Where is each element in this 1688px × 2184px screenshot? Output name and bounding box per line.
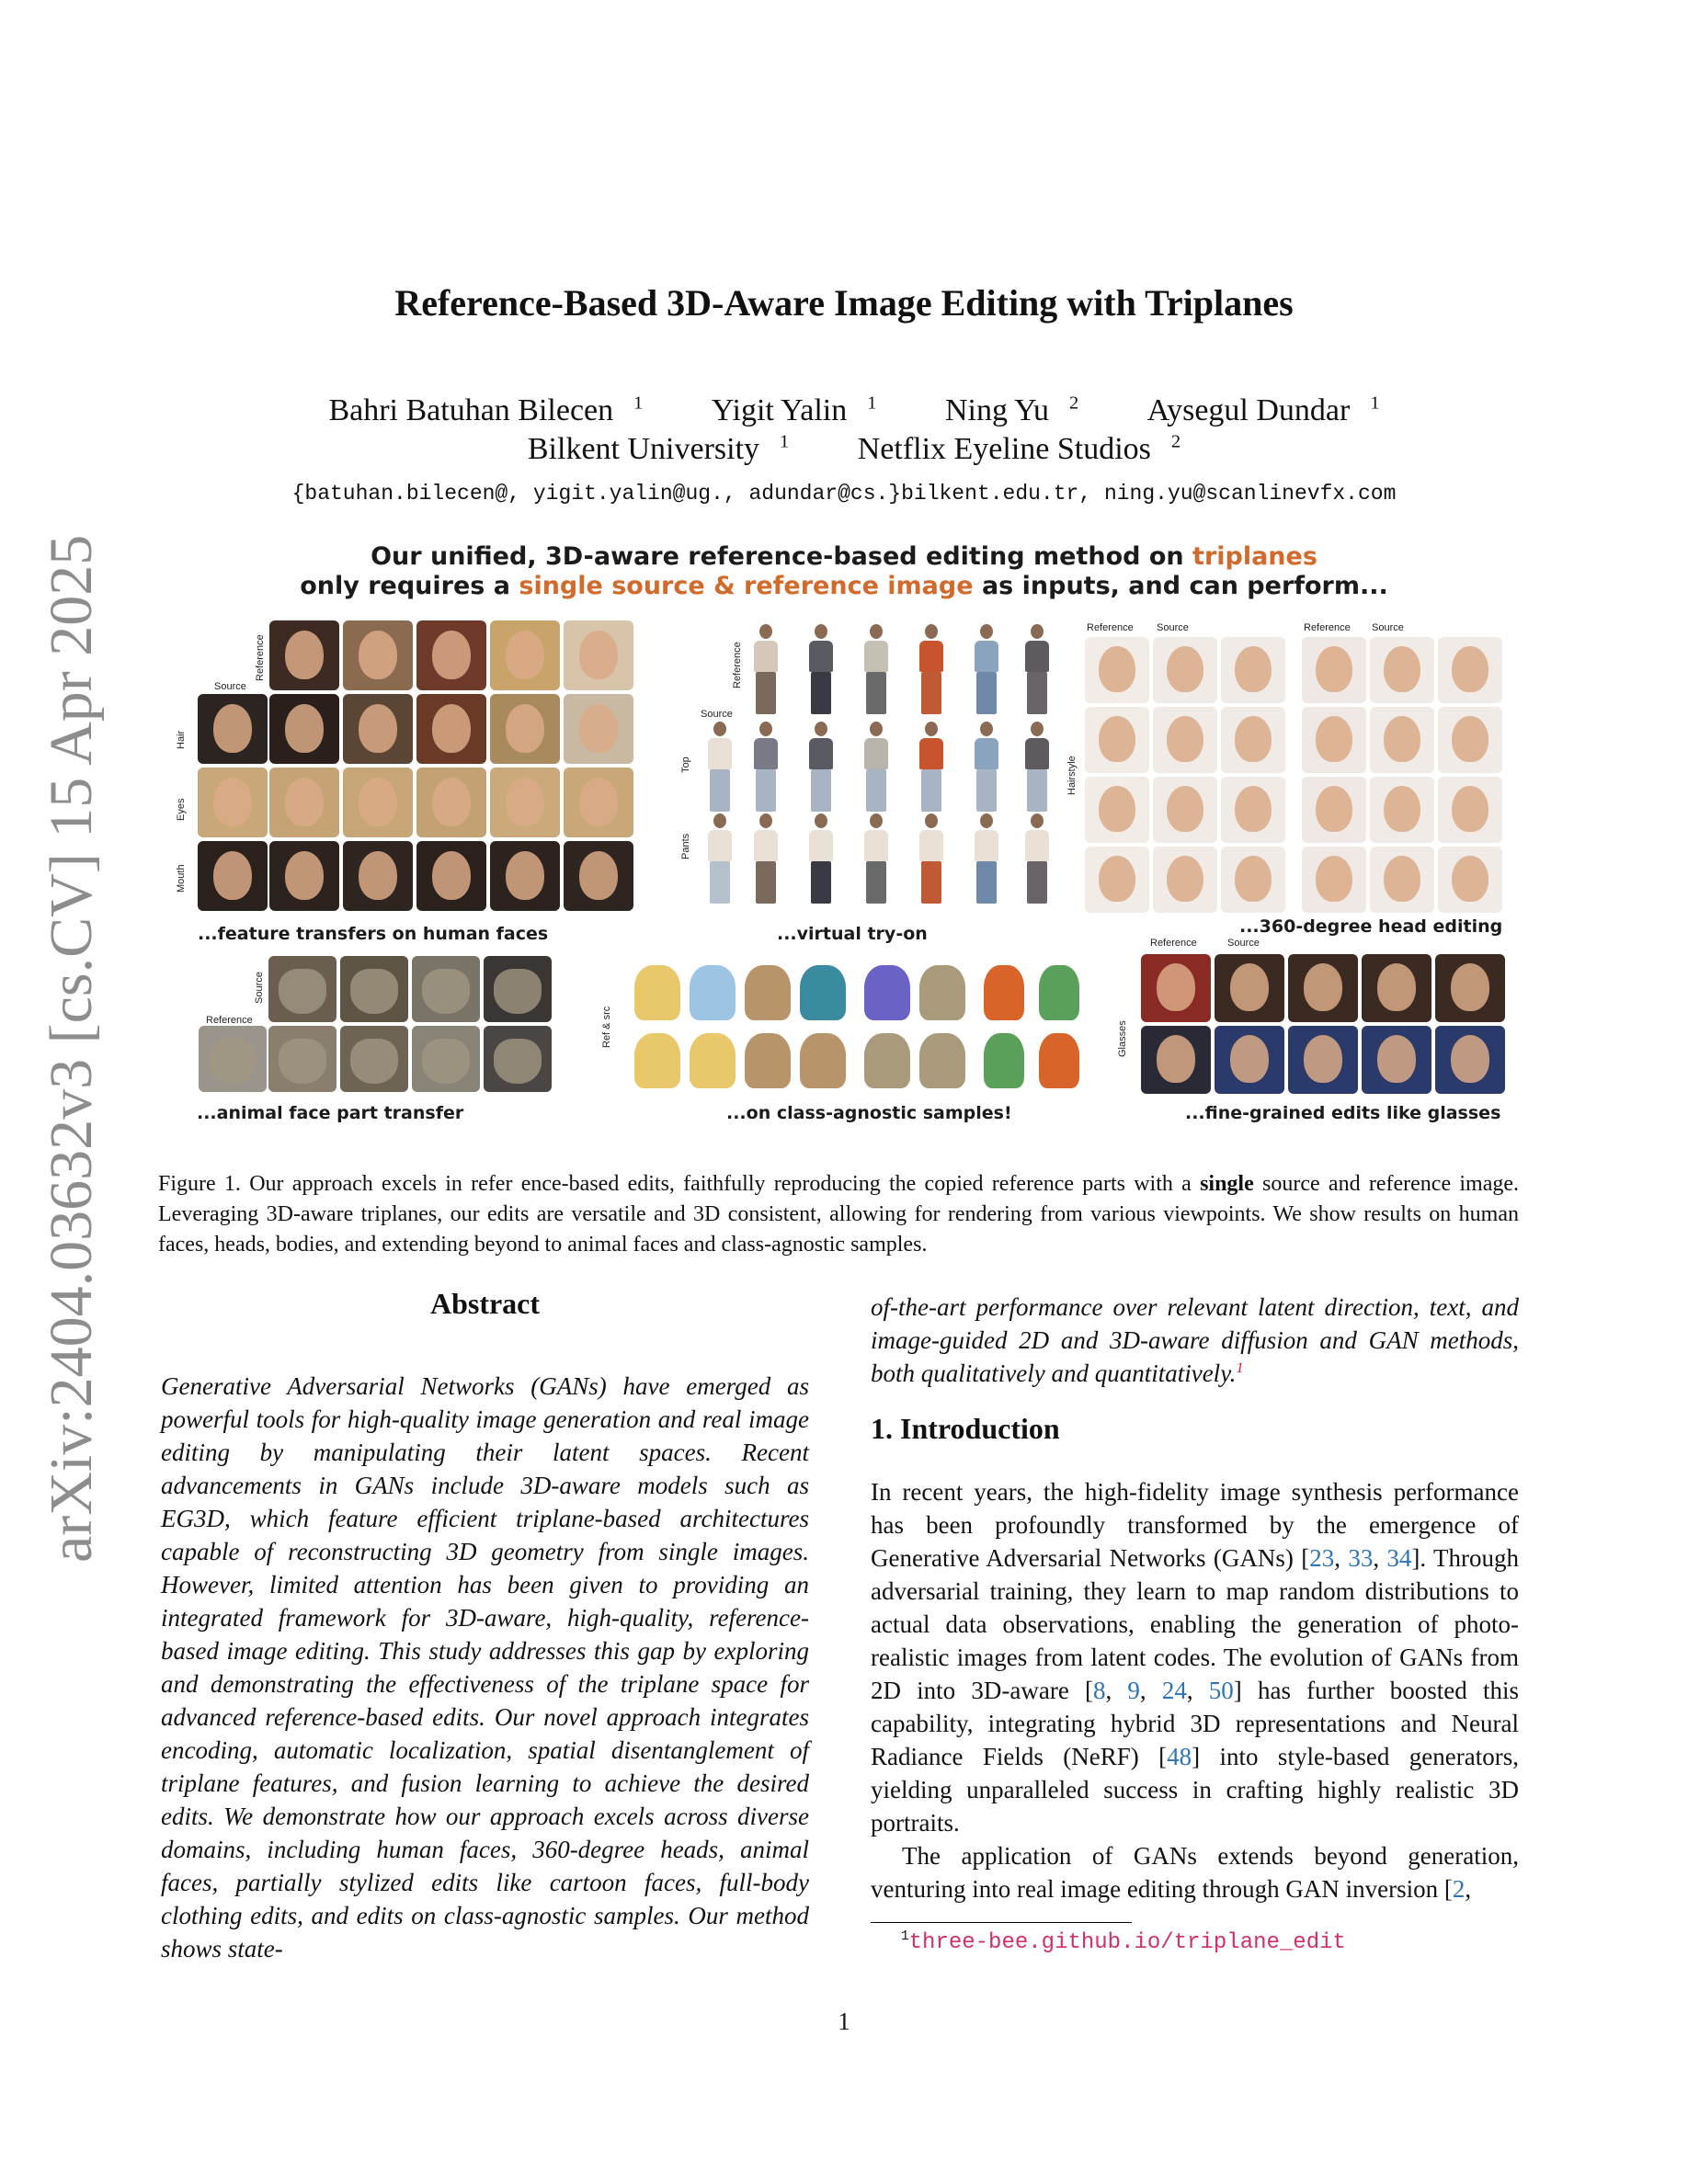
object-image <box>919 965 965 1020</box>
face-image <box>198 841 268 911</box>
object-image <box>1039 1033 1079 1088</box>
glasses-image <box>1288 954 1358 1022</box>
section-heading-introduction: 1. Introduction <box>871 1412 1060 1445</box>
caption-heads: ...360-degree head editing <box>1239 916 1503 937</box>
head-image <box>1302 637 1366 703</box>
body-image <box>919 813 943 904</box>
face-image <box>343 768 413 837</box>
face-image <box>416 694 486 764</box>
face-image <box>198 768 268 837</box>
paragraph: The application of GANs extends beyond generation, venturing into real image editing through GAN inversion [2, <box>871 1842 1519 1903</box>
body-image <box>1025 813 1049 904</box>
page-number: 1 <box>838 2008 850 2035</box>
face-image <box>269 768 339 837</box>
cat-image <box>268 1026 336 1092</box>
face-image <box>343 620 413 690</box>
row-label-hair: Hair <box>176 730 187 749</box>
abstract-heading: Abstract <box>429 1287 541 1320</box>
head-image <box>1302 847 1366 913</box>
face-image <box>564 620 633 690</box>
head-image <box>1085 707 1149 773</box>
label-reference: Reference <box>206 1015 253 1026</box>
body-image <box>708 813 732 904</box>
body-image <box>708 722 732 812</box>
body-image <box>919 624 943 714</box>
row-label-ref-src: Ref & src <box>601 1006 612 1048</box>
citation-link[interactable]: 9 <box>1127 1677 1140 1704</box>
citation-link[interactable]: 23 <box>1309 1544 1335 1572</box>
abstract-body: Generative Adversarial Networks (GANs) have emerged as powerful tools for high-quality image generation and real image editing by manipulating their latent spaces. Recent advancements in GANs include 3D-aware models such as EG3D, which feature efficient triplane-based architectures capable of reconstructing 3D geometry from single images. However, limited attention has been given to providing an integrated framework for 3D-aware, high-quality, reference-based image editing. This study addresses this gap by exploring and demonstrating the effectiveness of the triplane space for advanced reference-based edits. Our novel approach integrates encoding, automatic localization, spatial disentanglement of triplane features, and fusion learning to achieve the desired edits. We demonstrate how our approach excels across diverse domains, including human faces, 360-degree heads, animal faces, partially stylized edits like cartoon faces, full-body clothing edits, and edits on class-agnostic samples. Our method shows state- <box>161 1372 809 1962</box>
panel-animal-faces <box>193 956 579 1140</box>
abstract-continued: of-the-art performance over relevant latent direction, text, and image-guided 2D and 3D-aware diffusion and GAN methods, both qualitatively and quantitatively.$^1$ <box>871 1293 1519 1387</box>
cat-image <box>199 1026 267 1092</box>
object-image <box>745 1033 791 1088</box>
label-reference: Reference <box>1304 622 1351 633</box>
head-image <box>1221 777 1285 843</box>
body-image <box>864 722 888 812</box>
caption-animals: ...animal face part transfer <box>197 1103 464 1123</box>
head-image <box>1221 637 1285 703</box>
head-image <box>1085 777 1149 843</box>
face-image <box>490 768 560 837</box>
panel-glasses <box>1117 938 1503 1140</box>
glasses-image <box>1215 1026 1284 1094</box>
face-image <box>490 841 560 911</box>
object-image <box>984 1033 1024 1088</box>
citation-link[interactable]: 8 <box>1092 1677 1106 1704</box>
paper-title: Reference-Based 3D-Aware Image Editing with Triplanes <box>394 282 1294 324</box>
author-emails: {batuhan.bilecen@, yigit.yalin@ug., adundar@cs.}bilkent.edu.tr, ning.yu@scanlinevfx.com <box>291 482 1397 506</box>
caption-tryon: ...virtual try-on <box>777 924 928 944</box>
object-image <box>800 1033 846 1088</box>
body-image <box>864 624 888 714</box>
author: Yigit Yalin $^1$ <box>711 392 877 427</box>
object-image <box>864 965 910 1020</box>
label-source: Source <box>254 972 265 1004</box>
head-image <box>1221 847 1285 913</box>
body-image <box>754 722 778 812</box>
head-image <box>1302 777 1366 843</box>
label-reference: Reference <box>255 634 266 681</box>
head-image <box>1085 847 1149 913</box>
project-url-link[interactable]: three-bee.github.io/triplane_edit <box>908 1930 1346 1955</box>
citation-link[interactable]: 2 <box>1452 1875 1466 1903</box>
glasses-image <box>1435 954 1505 1022</box>
citation-link[interactable]: 48 <box>1167 1743 1192 1770</box>
head-image <box>1370 707 1434 773</box>
head-image <box>1370 637 1434 703</box>
object-image <box>984 965 1024 1020</box>
head-image <box>1438 847 1502 913</box>
head-image <box>1153 707 1217 773</box>
object-image <box>690 1033 736 1088</box>
body-image <box>919 722 943 812</box>
glasses-image <box>1435 1026 1505 1094</box>
object-image <box>690 965 736 1020</box>
cat-image <box>484 1026 552 1092</box>
row-label-mouth: Mouth <box>176 864 187 893</box>
body-image <box>754 813 778 904</box>
cat-image <box>412 956 480 1022</box>
panel-class-agnostic <box>598 956 1112 1140</box>
affiliation: Netflix Eyeline Studios $^2$ <box>857 431 1181 466</box>
body-image <box>809 624 833 714</box>
glasses-image <box>1362 1026 1431 1094</box>
label-source: Source <box>1372 622 1404 633</box>
face-image <box>269 694 339 764</box>
label-source: Source <box>1227 938 1260 949</box>
label-reference: Reference <box>732 642 743 688</box>
face-image <box>198 694 268 764</box>
glasses-image <box>1288 1026 1358 1094</box>
body-image <box>975 624 998 714</box>
author: Bahri Batuhan Bilecen $^1$ <box>328 392 644 427</box>
citation-link[interactable]: 34 <box>1386 1544 1412 1572</box>
head-image <box>1438 777 1502 843</box>
cat-image <box>340 1026 408 1092</box>
caption-glasses: ...fine-grained edits like glasses <box>1185 1103 1501 1123</box>
body-image <box>975 813 998 904</box>
head-image <box>1221 707 1285 773</box>
label-source: Source <box>701 709 733 720</box>
face-image <box>343 694 413 764</box>
face-image <box>490 694 560 764</box>
figure-1 <box>0 533 1688 1140</box>
affiliations <box>0 432 1688 467</box>
affiliation: Bilkent University $^1$ <box>527 431 790 466</box>
face-image <box>490 620 560 690</box>
body-image <box>1025 624 1049 714</box>
head-image <box>1438 637 1502 703</box>
face-image <box>269 620 339 690</box>
caption-faces: ...feature transfers on human faces <box>198 924 549 944</box>
glasses-image <box>1215 954 1284 1022</box>
glasses-image <box>1362 954 1431 1022</box>
face-image <box>269 841 339 911</box>
object-image <box>864 1033 910 1088</box>
body-image <box>809 813 833 904</box>
head-image <box>1370 777 1434 843</box>
row-label-pants: Pants <box>680 833 691 859</box>
face-image <box>564 841 633 911</box>
footnote-divider <box>871 1922 1132 1923</box>
object-image <box>800 965 846 1020</box>
row-label-top: Top <box>680 756 691 773</box>
head-image <box>1438 707 1502 773</box>
face-image <box>564 768 633 837</box>
head-image <box>1153 637 1217 703</box>
face-image <box>416 620 486 690</box>
head-image <box>1085 637 1149 703</box>
body-image <box>809 722 833 812</box>
footnote: $^1$three-bee.github.io/triplane_edit <box>901 1929 1346 1955</box>
face-image <box>416 768 486 837</box>
figure-tagline-2: only requires a single source & reference image as inputs, and can perform... <box>300 572 1388 600</box>
glasses-image <box>1141 954 1211 1022</box>
glasses-image <box>1141 1026 1211 1094</box>
author-list <box>0 393 1688 428</box>
cat-image <box>340 956 408 1022</box>
face-image <box>564 694 633 764</box>
footnote-mark[interactable]: 1 <box>1236 1359 1244 1376</box>
body-image <box>754 624 778 714</box>
caption-objects: ...on class-agnostic samples! <box>726 1103 1012 1123</box>
head-image <box>1153 847 1217 913</box>
head-image <box>1370 847 1434 913</box>
row-label-glasses: Glasses <box>1117 1020 1128 1057</box>
label-reference: Reference <box>1150 938 1197 949</box>
label-source: Source <box>214 681 246 692</box>
row-label-hairstyle: Hairstyle <box>1066 756 1078 795</box>
object-image <box>634 1033 680 1088</box>
author: Aysegul Dundar $^1$ <box>1146 392 1380 427</box>
citation-link[interactable]: 24 <box>1161 1677 1187 1704</box>
figure-tagline-1: Our unified, 3D-aware reference-based editing method on triplanes <box>371 542 1317 571</box>
row-label-eyes: Eyes <box>176 798 187 821</box>
paragraph: In recent years, the high-fidelity image synthesis performance has been profoundly transformed by the emergence of Generative Adversarial Networks (GANs) [23, 33, 34]. Through adversarial training, they learn to map random distributions to actual data observations, enabling the generation of photo-realistic images from latent codes. The evolution of GANs from 2D into 3D-aware [8, 9, 24, 50] has further boosted this capability, integrating hybrid 3D representations and Neural Radiance Fields (NeRF) [48] into style-based generators, yielding unparalleled success in crafting highly realistic 3D portraits. <box>871 1478 1519 1837</box>
citation-link[interactable]: 50 <box>1208 1677 1234 1704</box>
label-source: Source <box>1157 622 1189 633</box>
body-image <box>1025 722 1049 812</box>
object-image <box>634 965 680 1020</box>
introduction-body <box>871 1475 1519 1905</box>
label-reference: Reference <box>1087 622 1134 633</box>
object-image <box>919 1033 965 1088</box>
face-image <box>416 841 486 911</box>
face-image <box>343 841 413 911</box>
body-image <box>864 813 888 904</box>
cat-image <box>484 956 552 1022</box>
head-image <box>1153 777 1217 843</box>
cat-image <box>268 956 336 1022</box>
object-image <box>1039 965 1079 1020</box>
object-image <box>745 965 791 1020</box>
body-image <box>975 722 998 812</box>
arxiv-identifier: arXiv:2404.03632v3 [cs.CV] 15 Apr 2025 <box>38 534 105 1563</box>
figure-caption: Figure 1. Our approach excels in refer ence-based edits, faithfully reproducing the copied reference parts with a single source and reference image. Leveraging 3D-aware triplanes, our edits are versatile and 3D consistent, allowing for rendering from various viewpoints. We show results on human faces, heads, bodies, and extending beyond to animal faces and class-agnostic samples. <box>158 1172 1519 1257</box>
cat-image <box>412 1026 480 1092</box>
author: Ning Yu $^2$ <box>944 392 1079 427</box>
head-image <box>1302 707 1366 773</box>
citation-link[interactable]: 33 <box>1348 1544 1374 1572</box>
